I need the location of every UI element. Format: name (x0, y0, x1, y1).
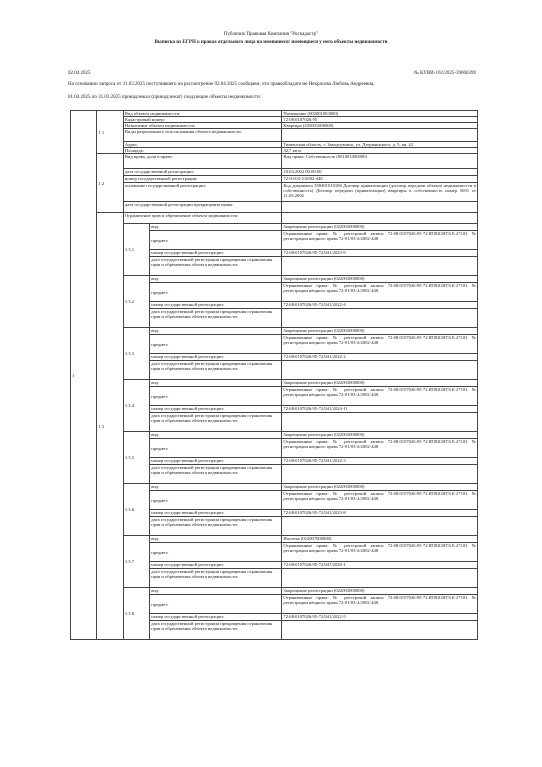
field-value: 72:08:0107026:95-72/047/2020-1 (282, 562, 478, 569)
restriction-row (71, 380, 478, 387)
field-value (282, 465, 478, 484)
field-value: Ограниченные права: № реестровой записи 72:08:0107026:95-72.RTRIGHTS.E.27103 № регистрации вещного права 72-01/03-2/2002-448 (282, 335, 478, 354)
field-value: Запрещение регистрации (022003000000) (282, 276, 478, 283)
field-label: дата государственной регистрации прекращения ограничения прав и обременения объекта недвижимости: (150, 309, 282, 328)
field-label: дата государственной регистрации прекращения ограничения прав и обременения объекта недвижимости: (150, 361, 282, 380)
field-label: номер государственной регистрации: (150, 354, 282, 361)
right-row (71, 183, 478, 202)
field-value: 72:08:0107026:95-72/041/2023-8 (282, 510, 478, 517)
field-label: Кадастровый номер: (123, 117, 282, 123)
field-label: Площадь: (123, 148, 282, 154)
restriction-row (71, 276, 478, 283)
field-value (282, 309, 478, 328)
field-value (282, 129, 478, 142)
field-value: Тюменская область, г. Заводоуковск, ул. Дзержинского, д. 5, кв. 42 (282, 142, 478, 148)
entry-number: 1.3.5 (123, 432, 149, 484)
field-label: дата государственной регистрации: (123, 169, 282, 176)
field-value (282, 361, 478, 380)
field-value: Ограниченные права: № реестровой записи 72:08:0107026:95-72.RTRIGHTS.E.27103 № регистрации вещного права 72-01/03-2/2002-448 (282, 543, 478, 562)
field-value: Помещение (002001003000) (282, 111, 478, 117)
right-row (71, 154, 478, 169)
field-value: Ограниченные права: № реестровой записи 72:08:0107026:95-72.RTRIGHTS.E.27103 № регистрации вещного права 72-01/03-2/2002-448 (282, 595, 478, 614)
field-label: номер государственной регистрации: (150, 302, 282, 309)
section-number: 1.1 (97, 111, 123, 154)
restriction-title: Ограничение прав и обременение объекта недвижимости: (123, 213, 282, 224)
restriction-row (71, 432, 478, 439)
entry-number: 1.3.2 (123, 276, 149, 328)
field-label: Виды разрешенного использования объекта недвижимости: (123, 129, 282, 142)
restriction-row (71, 588, 478, 595)
field-label: номер государственной регистрации: (150, 250, 282, 257)
field-label: номер государственной регистрации: (150, 406, 282, 413)
field-label: Назначение объекта недвижимости: (123, 123, 282, 129)
field-label: дата государственной регистрации прекращения ограничения прав и обременения объекта недвижимости: (150, 621, 282, 640)
field-label: дата государственной регистрации прекращения ограничения прав и обременения объекта недвижимости: (150, 257, 282, 276)
field-label: Адрес: (123, 142, 282, 148)
field-value: 72:08:0107026:95-72/041/2024-11 (282, 406, 478, 413)
field-value: Квартира (205001000000) (282, 123, 478, 129)
field-label: вид: (150, 588, 282, 595)
field-label: предмет: (150, 543, 282, 562)
field-label: дата государственной регистрации прекращения права: (123, 202, 282, 213)
field-value: 72:08:0107026:95 (282, 117, 478, 123)
field-value: Ограниченные права: № реестровой записи 72:08:0107026:95-72.RTRIGHTS.E.27103 № регистрации вещного права 72-01/03-2/2002-448 (282, 491, 478, 510)
field-value: Ограниченные права: № реестровой записи 72:08:0107026:95-72.RTRIGHTS.E.27103 № регистрации вещного права 72-01/03-2/2002-448 (282, 231, 478, 250)
field-value: Код документа 558401010106 Договор приватизации (договор передачи объекта недвижимости в собственность) Договор передачи (приватизации) квартиры в собственность номер 5691 от 11.03.2002 (282, 183, 478, 202)
field-label: предмет: (150, 439, 282, 458)
entry-number: 1.3.4 (123, 380, 149, 432)
field-value: 72:08:0107026:95-72/041/2023-9 (282, 250, 478, 257)
field-label: дата государственной регистрации прекращения ограничения прав и обременения объекта недвижимости: (150, 465, 282, 484)
field-label: вид: (150, 484, 282, 491)
restriction-row (71, 536, 478, 543)
org-name: Публично Правовая Компания "Роскадастр" (223, 32, 319, 37)
field-label: номер государственной регистрации: (150, 510, 282, 517)
property-table (70, 110, 478, 640)
entry-number: 1.3.8 (123, 588, 149, 640)
field-value: 32,7 кв.м (282, 148, 478, 154)
entry-number: 1.3.1 (123, 224, 149, 276)
restriction-row (71, 328, 478, 335)
field-value: 72:08:0107026:95-72/041/2022-4 (282, 302, 478, 309)
field-value: 72:08:0107026:95-72/041/2022-2 (282, 354, 478, 361)
field-value (282, 413, 478, 432)
field-value: 72-01/03-2/2002-448 (282, 176, 478, 183)
section-number: 1.3 (97, 213, 123, 640)
entry-number: 1.3.3 (123, 328, 149, 380)
field-label: вид: (150, 328, 282, 335)
right-row (71, 202, 478, 213)
document-date: 02.04.2025 (68, 71, 91, 76)
field-value: Ограниченные права: № реестровой записи 72:08:0107026:95-72.RTRIGHTS.E.27103 № регистрации вещного права 72-01/03-2/2002-448 (282, 283, 478, 302)
field-label: основание государственной регистрации: (123, 183, 282, 202)
field-value: Вид права: Собственность (001001000000) (282, 154, 478, 169)
field-label: дата государственной регистрации прекращения ограничения прав и обременения объекта недвижимости: (150, 517, 282, 536)
field-value: Запрещение регистрации (022003000000) (282, 484, 478, 491)
intro-text-2: 01.04.2025 по 31.03.2025 принадлежал (принадлежат) следующие объекты недвижимости: (68, 95, 262, 100)
right-row (71, 176, 478, 183)
document-title: Выписка из ЕГРН о правах отдельного лица на имевшиеся/ имеющиеся у него объекты недвижимости (154, 40, 388, 45)
field-label: вид: (150, 536, 282, 543)
section-number: 1.2 (97, 154, 123, 213)
field-value: Ипотека (022007000000) (282, 536, 478, 543)
restriction-row (71, 484, 478, 491)
field-value: Запрещение регистрации (022003000000) (282, 432, 478, 439)
document-number: № КУВИ-102/2025-39060399 (414, 71, 476, 76)
field-label: номер государственной регистрации: (150, 562, 282, 569)
right-row (71, 169, 478, 176)
field-value: Запрещение регистрации (022003000000) (282, 224, 478, 231)
field-label: дата государственной регистрации прекращения ограничения прав и обременения объекта недвижимости: (150, 413, 282, 432)
field-label: предмет: (150, 491, 282, 510)
object-row (71, 129, 478, 142)
field-label: номер государственной регистрации: (150, 458, 282, 465)
entry-number: 1.3.7 (123, 536, 149, 588)
field-value (282, 202, 478, 213)
field-value: 10.04.2002 00:00:00 (282, 169, 478, 176)
field-value (282, 517, 478, 536)
field-value (282, 569, 478, 588)
field-value: Запрещение регистрации (022003000000) (282, 328, 478, 335)
entry-number: 1.3.6 (123, 484, 149, 536)
field-label: вид: (150, 432, 282, 439)
row-number: 1 (71, 111, 97, 640)
restriction-row (71, 224, 478, 231)
intro-text: На основании запроса от 31.03.2025 поступившего на рассмотрение 02.04.2025 сообщаем, что правообладателю Некрасова Любовь Андреевна, (68, 82, 375, 87)
field-label: предмет: (150, 387, 282, 406)
field-value: Запрещение регистрации (022003000000) (282, 588, 478, 595)
field-label: номер государственной регистрации: (150, 614, 282, 621)
field-label: Вид права, доля в праве: (123, 154, 282, 169)
field-value (282, 621, 478, 640)
field-value: 72:08:0107026:95-72/041/2022-3 (282, 458, 478, 465)
field-label: предмет: (150, 595, 282, 614)
field-label: предмет: (150, 335, 282, 354)
field-value (282, 213, 478, 224)
field-value (282, 257, 478, 276)
field-label: предмет: (150, 283, 282, 302)
field-value: Ограниченные права: № реестровой записи 72:08:0107026:95-72.RTRIGHTS.E.27103 № регистрации вещного права 72-01/03-2/2002-448 (282, 387, 478, 406)
field-label: номер государственной регистрации: (123, 176, 282, 183)
field-label: вид: (150, 224, 282, 231)
field-label: Вид объекта недвижимости: (123, 111, 282, 117)
restriction-header-row (71, 213, 478, 224)
field-label: вид: (150, 276, 282, 283)
field-label: дата государственной регистрации прекращения ограничения прав и обременения объекта недвижимости: (150, 569, 282, 588)
field-value: 72:08:0107026:95-72/041/2022-5 (282, 614, 478, 621)
field-label: вид: (150, 380, 282, 387)
field-label: предмет: (150, 231, 282, 250)
field-value: Ограниченные права: № реестровой записи 72:08:0107026:95-72.RTRIGHTS.E.27103 № регистрации вещного права 72-01/03-2/2002-448 (282, 439, 478, 458)
field-value: Запрещение регистрации (022003000000) (282, 380, 478, 387)
